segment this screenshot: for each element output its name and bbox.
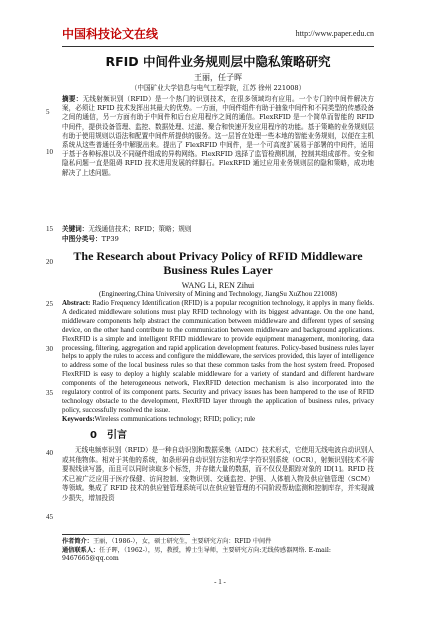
line-number-35: 35 bbox=[46, 389, 53, 397]
footnote-corr-label: 通信联系人： bbox=[62, 547, 100, 554]
line-number-15: 15 bbox=[46, 225, 53, 233]
abstract-label-en: Abstract: bbox=[62, 299, 91, 307]
page-number: - 1 - bbox=[214, 578, 226, 586]
line-number-45: 45 bbox=[46, 513, 53, 521]
footnote-bio-text: 王丽，（1986-），女，硕士研究生，主要研究方向：RFID 中间件 bbox=[92, 538, 272, 545]
footnote-rule bbox=[62, 534, 190, 535]
keywords-label-cn: 关键词： bbox=[62, 225, 89, 233]
affiliation-cn: （中国矿业大学信息与电气工程学院，江苏 徐州 221008） bbox=[130, 84, 306, 92]
classification-label: 中图分类号： bbox=[62, 235, 102, 243]
keywords-label-en: Keywords: bbox=[62, 414, 95, 423]
paper-title-en bbox=[62, 249, 374, 277]
line-number-25: 25 bbox=[46, 300, 53, 308]
paper-title-en-line1: The Research about Privacy Policy of RFID Middleware bbox=[73, 249, 363, 263]
site-logo[interactable]: 中国科技论文在线 bbox=[62, 27, 159, 41]
affiliation-en: (Engineering,China University of Mining and Technology, JiangSu XuZhou 221008) bbox=[98, 290, 338, 298]
site-url[interactable]: http://www.paper.edu.cn bbox=[295, 29, 374, 38]
abstract-cn bbox=[62, 95, 374, 178]
intro-paragraph: 无线电频率识别（RFID）是一种自动识别和数据采集（AIDC）技术形式，它使用无线电波自动识别人或其他物体。相对于其他的系统，如条形码自动识别方法和光学字符识别系统（OCR），射频识别技术不需要视线读写器，而且可以同时读取多个标签，并存储大量的数据，而不仅仅是跟踪对象的 ID[1]。RFID 技术已被广泛应用于医疗保健、访问控制、宠物识别、交通监控、护照、人体植入物及供应链管理（SCM）等领域。集成了 RFID 技术的供应链管理系统可以在供应链管理的不同阶段帮助监测和控制库存，并实现减少损失，增加投资 bbox=[62, 446, 374, 502]
abstract-text-cn: 无线射频识别（RFID）是一个热门的识别技术，在很多领域均有应用。一个专门的中间件解决方案，必须让 RFID 技术发挥出其最大的优势。一方面，中间件组件有助于抽象中间件和不同类型的传感设备之间的通信，另一方面有助于中间件和后台应用程序之间的通信。FlexRFID 是一个简单而智能的 RFID 中间件，提供设备管理、监控、数据处理、过滤、聚合和快速开发应用程序的功能。基于策略的业务规则层有助于使用规则以语法和配置中间件所提供的服务。这一层旨在处理一些本地的智能业务规则，以便在主机系统从这些普通任务中解脱出来。提出了 FlexRFID 中间件，是一个可高度扩展易于部署的中间件，适用于基于各种标准以及不同硬件组成的异构网络。FlexRFID 选择了监管检测机制，控制其组成部件。安全和隐私问题一直是阻碍 RFID 技术进用发展的绊脚石。FlexRFID 通过应用业务规则层的隐和策略，成功地解决了上述问题。 bbox=[62, 95, 375, 177]
section-title: 引言 bbox=[106, 430, 127, 441]
line-number-10: 10 bbox=[46, 148, 53, 156]
line-number-30: 30 bbox=[46, 345, 53, 353]
paper-title-en-line2: Business Rules Layer bbox=[163, 263, 273, 277]
line-number-20: 20 bbox=[46, 258, 53, 266]
keywords-cn bbox=[62, 225, 374, 234]
footnote-correspondence bbox=[62, 547, 374, 563]
footnote-author-bio bbox=[62, 538, 374, 546]
paper-title-cn: RFID 中间件业务规则层中隐私策略研究 bbox=[105, 54, 331, 69]
footnote-bio-label: 作者简介： bbox=[62, 538, 93, 545]
line-number-5: 5 bbox=[46, 108, 50, 116]
page-header bbox=[62, 27, 374, 43]
abstract-label-cn: 摘要： bbox=[62, 95, 83, 103]
keywords-text-cn: 无线通信技术；RFID；策略；规则 bbox=[88, 225, 192, 233]
keywords-text-en: Wireless communications technology; RFID; policy; rule bbox=[94, 414, 256, 423]
footnote-corr-text: 任子晖，（1962-），男，教授，博士生导师，主要研究方向:无线传感器网络. E-mail: 9467665@qq.com bbox=[62, 547, 331, 563]
section-number: 0 bbox=[90, 430, 97, 441]
section-heading-intro bbox=[90, 430, 127, 442]
abstract-en bbox=[62, 299, 374, 424]
abstract-text-en: Radio Frequency Identification (RFID) is a popular recognition technology, it applys in many fields. A dedicated middleware solutions must play RFID technology with its biggest advantage. On the one hand, middleware components help abstract the communication between middleware and different types of sensing device, on the other hand contribute to the communication between middleware and background applications. FlexRFID is a simple and intelligent RFID middleware to provide equipment management, monitoring, data processing, filtering, aggregation and rapid application development features. Policy-based business rules layer helps to apply the rules to access and configure the middleware, the services provided, this layer of intelligence to address some of the local business rules so that these common tasks from the host system freed. Proposed FlexRFID is easy to deploy a highly scalable middleware for a variety of standard and different hardware components of the heterogeneous network, FlexRFID detection mechanism is also incorporated into the regulatory control of its component parts. Security and privacy issues has been hampered to the use of RFID technology obstacle to the development, FlexRFID layer through the application of business rules, privacy policy, successfully resolved the issue. bbox=[62, 299, 375, 414]
classification-cn bbox=[62, 235, 374, 244]
authors-en: WANG Li, REN Zihui bbox=[181, 281, 255, 290]
classification-code: TP39 bbox=[101, 235, 119, 243]
authors-cn: 王丽，任子晖 bbox=[194, 73, 242, 82]
line-number-40: 40 bbox=[46, 449, 53, 457]
header-rule bbox=[62, 46, 374, 47]
